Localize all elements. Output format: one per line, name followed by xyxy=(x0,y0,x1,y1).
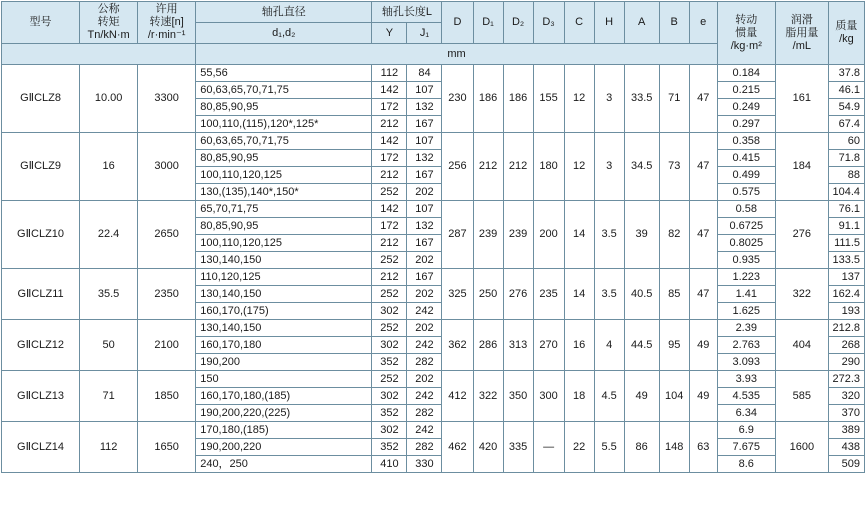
D1-cell: 250 xyxy=(473,269,503,320)
header-unit-mm: mm xyxy=(196,44,718,65)
J1-cell: 242 xyxy=(407,303,442,320)
bore-cell: 110,120,125 xyxy=(196,269,372,286)
inertia-cell: 0.935 xyxy=(717,252,775,269)
D2-cell: 186 xyxy=(503,65,533,133)
inertia-cell: 0.215 xyxy=(717,82,775,99)
Y-cell: 252 xyxy=(372,286,407,303)
inertia-cell: 8.6 xyxy=(717,456,775,473)
D1-cell: 322 xyxy=(473,371,503,422)
mass-cell: 46.1 xyxy=(828,82,864,99)
inertia-cell: 3.93 xyxy=(717,371,775,388)
H-cell: 4 xyxy=(594,320,624,371)
inertia-cell: 7.675 xyxy=(717,439,775,456)
A-cell: 39 xyxy=(624,201,659,269)
bore-cell: 130,140,150 xyxy=(196,286,372,303)
e-cell: 49 xyxy=(689,320,717,371)
Y-cell: 410 xyxy=(372,456,407,473)
J1-cell: 282 xyxy=(407,439,442,456)
mass-cell: 162.4 xyxy=(828,286,864,303)
header-D1: D₁ xyxy=(473,2,503,44)
D2-cell: 212 xyxy=(503,133,533,201)
C-cell: 12 xyxy=(564,133,594,201)
inertia-cell: 6.9 xyxy=(717,422,775,439)
J1-cell: 282 xyxy=(407,405,442,422)
table-row xyxy=(2,133,865,150)
bore-cell: 80,85,90,95 xyxy=(196,99,372,116)
J1-cell: 282 xyxy=(407,354,442,371)
B-cell: 73 xyxy=(659,133,689,201)
Y-cell: 302 xyxy=(372,422,407,439)
J1-cell: 330 xyxy=(407,456,442,473)
C-cell: 22 xyxy=(564,422,594,473)
Y-cell: 252 xyxy=(372,184,407,201)
mass-cell: 290 xyxy=(828,354,864,371)
B-cell: 85 xyxy=(659,269,689,320)
model-cell: GⅡCLZ11 xyxy=(2,269,80,320)
header-J1: J₁ xyxy=(407,23,442,44)
bore-cell: 150 xyxy=(196,371,372,388)
J1-cell: 202 xyxy=(407,184,442,201)
inertia-cell: 0.58 xyxy=(717,201,775,218)
mass-cell: 193 xyxy=(828,303,864,320)
inertia-cell: 0.249 xyxy=(717,99,775,116)
inertia-cell: 0.297 xyxy=(717,116,775,133)
mass-cell: 370 xyxy=(828,405,864,422)
header-H: H xyxy=(594,2,624,44)
header-model: 型号 xyxy=(2,2,80,44)
Y-cell: 212 xyxy=(372,269,407,286)
J1-cell: 242 xyxy=(407,388,442,405)
header-D3: D₃ xyxy=(533,2,564,44)
Y-cell: 142 xyxy=(372,133,407,150)
inertia-cell: 6.34 xyxy=(717,405,775,422)
header-unit-blank xyxy=(2,44,196,65)
bore-cell: 130,(135),140*,150* xyxy=(196,184,372,201)
Y-cell: 352 xyxy=(372,405,407,422)
mass-cell: 54.9 xyxy=(828,99,864,116)
D3-cell: 300 xyxy=(533,371,564,422)
table-row xyxy=(2,65,865,82)
grease-cell: 276 xyxy=(775,201,828,269)
header-B: B xyxy=(659,2,689,44)
H-cell: 3 xyxy=(594,133,624,201)
Y-cell: 212 xyxy=(372,116,407,133)
inertia-cell: 4.535 xyxy=(717,388,775,405)
Y-cell: 302 xyxy=(372,388,407,405)
e-cell: 47 xyxy=(689,65,717,133)
inertia-cell: 0.358 xyxy=(717,133,775,150)
torque-cell: 112 xyxy=(80,422,138,473)
J1-cell: 132 xyxy=(407,99,442,116)
mass-cell: 76.1 xyxy=(828,201,864,218)
inertia-cell: 0.415 xyxy=(717,150,775,167)
mass-cell: 509 xyxy=(828,456,864,473)
J1-cell: 167 xyxy=(407,167,442,184)
H-cell: 3.5 xyxy=(594,269,624,320)
inertia-cell: 0.8025 xyxy=(717,235,775,252)
model-cell: GⅡCLZ10 xyxy=(2,201,80,269)
bore-cell: 190,200,220 xyxy=(196,439,372,456)
Y-cell: 212 xyxy=(372,235,407,252)
D1-cell: 286 xyxy=(473,320,503,371)
bore-cell: 80,85,90,95 xyxy=(196,150,372,167)
e-cell: 49 xyxy=(689,371,717,422)
e-cell: 47 xyxy=(689,269,717,320)
D1-cell: 239 xyxy=(473,201,503,269)
mass-cell: 268 xyxy=(828,337,864,354)
bore-cell: 160,170,180 xyxy=(196,337,372,354)
C-cell: 14 xyxy=(564,201,594,269)
speed-cell: 2350 xyxy=(138,269,196,320)
Y-cell: 142 xyxy=(372,82,407,99)
grease-cell: 1600 xyxy=(775,422,828,473)
model-cell: GⅡCLZ12 xyxy=(2,320,80,371)
C-cell: 14 xyxy=(564,269,594,320)
J1-cell: 202 xyxy=(407,252,442,269)
header-bore-length: 轴孔长度L xyxy=(372,2,442,23)
torque-cell: 22.4 xyxy=(80,201,138,269)
speed-cell: 1650 xyxy=(138,422,196,473)
mass-cell: 389 xyxy=(828,422,864,439)
J1-cell: 107 xyxy=(407,201,442,218)
D-cell: 230 xyxy=(442,65,473,133)
D1-cell: 186 xyxy=(473,65,503,133)
mass-cell: 320 xyxy=(828,388,864,405)
mass-cell: 272.3 xyxy=(828,371,864,388)
inertia-cell: 0.184 xyxy=(717,65,775,82)
Y-cell: 142 xyxy=(372,201,407,218)
J1-cell: 107 xyxy=(407,133,442,150)
table-row xyxy=(2,320,865,337)
D3-cell: 200 xyxy=(533,201,564,269)
header-C: C xyxy=(564,2,594,44)
A-cell: 33.5 xyxy=(624,65,659,133)
D-cell: 256 xyxy=(442,133,473,201)
speed-cell: 1850 xyxy=(138,371,196,422)
speed-cell: 3000 xyxy=(138,133,196,201)
bore-cell: 80,85,90,95 xyxy=(196,218,372,235)
J1-cell: 202 xyxy=(407,320,442,337)
e-cell: 47 xyxy=(689,133,717,201)
D3-cell: 235 xyxy=(533,269,564,320)
D-cell: 287 xyxy=(442,201,473,269)
bore-cell: 130,140,150 xyxy=(196,252,372,269)
bore-cell: 190,200,220,(225) xyxy=(196,405,372,422)
C-cell: 18 xyxy=(564,371,594,422)
e-cell: 63 xyxy=(689,422,717,473)
speed-cell: 3300 xyxy=(138,65,196,133)
B-cell: 104 xyxy=(659,371,689,422)
header-e: e xyxy=(689,2,717,44)
J1-cell: 167 xyxy=(407,116,442,133)
A-cell: 86 xyxy=(624,422,659,473)
header-bore-sub: d₁,d₂ xyxy=(196,23,372,44)
D3-cell: 180 xyxy=(533,133,564,201)
header-D2: D₂ xyxy=(503,2,533,44)
bore-cell: 60,63,65,70,71,75 xyxy=(196,82,372,99)
D2-cell: 313 xyxy=(503,320,533,371)
B-cell: 82 xyxy=(659,201,689,269)
J1-cell: 167 xyxy=(407,235,442,252)
inertia-cell: 0.575 xyxy=(717,184,775,201)
header-Y: Y xyxy=(372,23,407,44)
mass-cell: 67.4 xyxy=(828,116,864,133)
header-inertia: 转动 惯量 /kg·m² xyxy=(717,2,775,65)
mass-cell: 137 xyxy=(828,269,864,286)
J1-cell: 84 xyxy=(407,65,442,82)
Y-cell: 252 xyxy=(372,252,407,269)
model-cell: GⅡCLZ9 xyxy=(2,133,80,201)
bore-cell: 130,140,150 xyxy=(196,320,372,337)
coupling-spec-table xyxy=(1,1,865,473)
model-cell: GⅡCLZ14 xyxy=(2,422,80,473)
mass-cell: 60 xyxy=(828,133,864,150)
grease-cell: 322 xyxy=(775,269,828,320)
torque-cell: 35.5 xyxy=(80,269,138,320)
mass-cell: 111.5 xyxy=(828,235,864,252)
mass-cell: 212.8 xyxy=(828,320,864,337)
D-cell: 325 xyxy=(442,269,473,320)
A-cell: 49 xyxy=(624,371,659,422)
grease-cell: 161 xyxy=(775,65,828,133)
D1-cell: 212 xyxy=(473,133,503,201)
e-cell: 47 xyxy=(689,201,717,269)
Y-cell: 302 xyxy=(372,337,407,354)
B-cell: 148 xyxy=(659,422,689,473)
torque-cell: 71 xyxy=(80,371,138,422)
H-cell: 4.5 xyxy=(594,371,624,422)
bore-cell: 190,200 xyxy=(196,354,372,371)
table-row xyxy=(2,201,865,218)
header-bore-diameter: 轴孔直径 xyxy=(196,2,372,23)
header-A: A xyxy=(624,2,659,44)
bore-cell: 100,110,120,125 xyxy=(196,167,372,184)
D3-cell: 270 xyxy=(533,320,564,371)
inertia-cell: 2.39 xyxy=(717,320,775,337)
A-cell: 44.5 xyxy=(624,320,659,371)
Y-cell: 212 xyxy=(372,167,407,184)
header-speed: 许用 转速[n] /r·min⁻¹ xyxy=(138,2,196,44)
grease-cell: 585 xyxy=(775,371,828,422)
bore-cell: 55,56 xyxy=(196,65,372,82)
J1-cell: 242 xyxy=(407,422,442,439)
mass-cell: 37.8 xyxy=(828,65,864,82)
bore-cell: 240，250 xyxy=(196,456,372,473)
B-cell: 71 xyxy=(659,65,689,133)
J1-cell: 132 xyxy=(407,150,442,167)
torque-cell: 10.00 xyxy=(80,65,138,133)
J1-cell: 167 xyxy=(407,269,442,286)
J1-cell: 132 xyxy=(407,218,442,235)
inertia-cell: 3.093 xyxy=(717,354,775,371)
Y-cell: 352 xyxy=(372,354,407,371)
Y-cell: 302 xyxy=(372,303,407,320)
D-cell: 412 xyxy=(442,371,473,422)
D2-cell: 276 xyxy=(503,269,533,320)
bore-cell: 170,180,(185) xyxy=(196,422,372,439)
Y-cell: 172 xyxy=(372,218,407,235)
J1-cell: 242 xyxy=(407,337,442,354)
grease-cell: 184 xyxy=(775,133,828,201)
D2-cell: 335 xyxy=(503,422,533,473)
B-cell: 95 xyxy=(659,320,689,371)
A-cell: 40.5 xyxy=(624,269,659,320)
inertia-cell: 1.41 xyxy=(717,286,775,303)
model-cell: GⅡCLZ8 xyxy=(2,65,80,133)
D1-cell: 420 xyxy=(473,422,503,473)
grease-cell: 404 xyxy=(775,320,828,371)
mass-cell: 71.8 xyxy=(828,150,864,167)
bore-cell: 100,110,120,125 xyxy=(196,235,372,252)
H-cell: 3 xyxy=(594,65,624,133)
inertia-cell: 1.223 xyxy=(717,269,775,286)
J1-cell: 202 xyxy=(407,286,442,303)
mass-cell: 438 xyxy=(828,439,864,456)
inertia-cell: 1.625 xyxy=(717,303,775,320)
table-row xyxy=(2,269,865,286)
Y-cell: 252 xyxy=(372,371,407,388)
inertia-cell: 0.499 xyxy=(717,167,775,184)
D-cell: 462 xyxy=(442,422,473,473)
inertia-cell: 2.763 xyxy=(717,337,775,354)
bore-cell: 65,70,71,75 xyxy=(196,201,372,218)
Y-cell: 172 xyxy=(372,99,407,116)
table-row xyxy=(2,371,865,388)
D3-cell: — xyxy=(533,422,564,473)
D3-cell: 155 xyxy=(533,65,564,133)
mass-cell: 104.4 xyxy=(828,184,864,201)
C-cell: 16 xyxy=(564,320,594,371)
mass-cell: 88 xyxy=(828,167,864,184)
torque-cell: 50 xyxy=(80,320,138,371)
bore-cell: 100,110,(115),120*,125* xyxy=(196,116,372,133)
D2-cell: 239 xyxy=(503,201,533,269)
table-header xyxy=(2,2,865,65)
Y-cell: 112 xyxy=(372,65,407,82)
header-torque: 公称 转矩 Tn/kN·m xyxy=(80,2,138,44)
Y-cell: 252 xyxy=(372,320,407,337)
speed-cell: 2650 xyxy=(138,201,196,269)
bore-cell: 60,63,65,70,71,75 xyxy=(196,133,372,150)
table-row xyxy=(2,422,865,439)
mass-cell: 91.1 xyxy=(828,218,864,235)
Y-cell: 352 xyxy=(372,439,407,456)
model-cell: GⅡCLZ13 xyxy=(2,371,80,422)
C-cell: 12 xyxy=(564,65,594,133)
speed-cell: 2100 xyxy=(138,320,196,371)
mass-cell: 133.5 xyxy=(828,252,864,269)
D-cell: 362 xyxy=(442,320,473,371)
header-D: D xyxy=(442,2,473,44)
header-grease: 润滑 脂用量 /mL xyxy=(775,2,828,65)
J1-cell: 202 xyxy=(407,371,442,388)
inertia-cell: 0.6725 xyxy=(717,218,775,235)
J1-cell: 107 xyxy=(407,82,442,99)
bore-cell: 160,170,180,(185) xyxy=(196,388,372,405)
A-cell: 34.5 xyxy=(624,133,659,201)
torque-cell: 16 xyxy=(80,133,138,201)
Y-cell: 172 xyxy=(372,150,407,167)
D2-cell: 350 xyxy=(503,371,533,422)
bore-cell: 160,170,(175) xyxy=(196,303,372,320)
H-cell: 5.5 xyxy=(594,422,624,473)
H-cell: 3.5 xyxy=(594,201,624,269)
header-mass: 质量 /kg xyxy=(828,2,864,65)
table-body xyxy=(2,65,865,473)
